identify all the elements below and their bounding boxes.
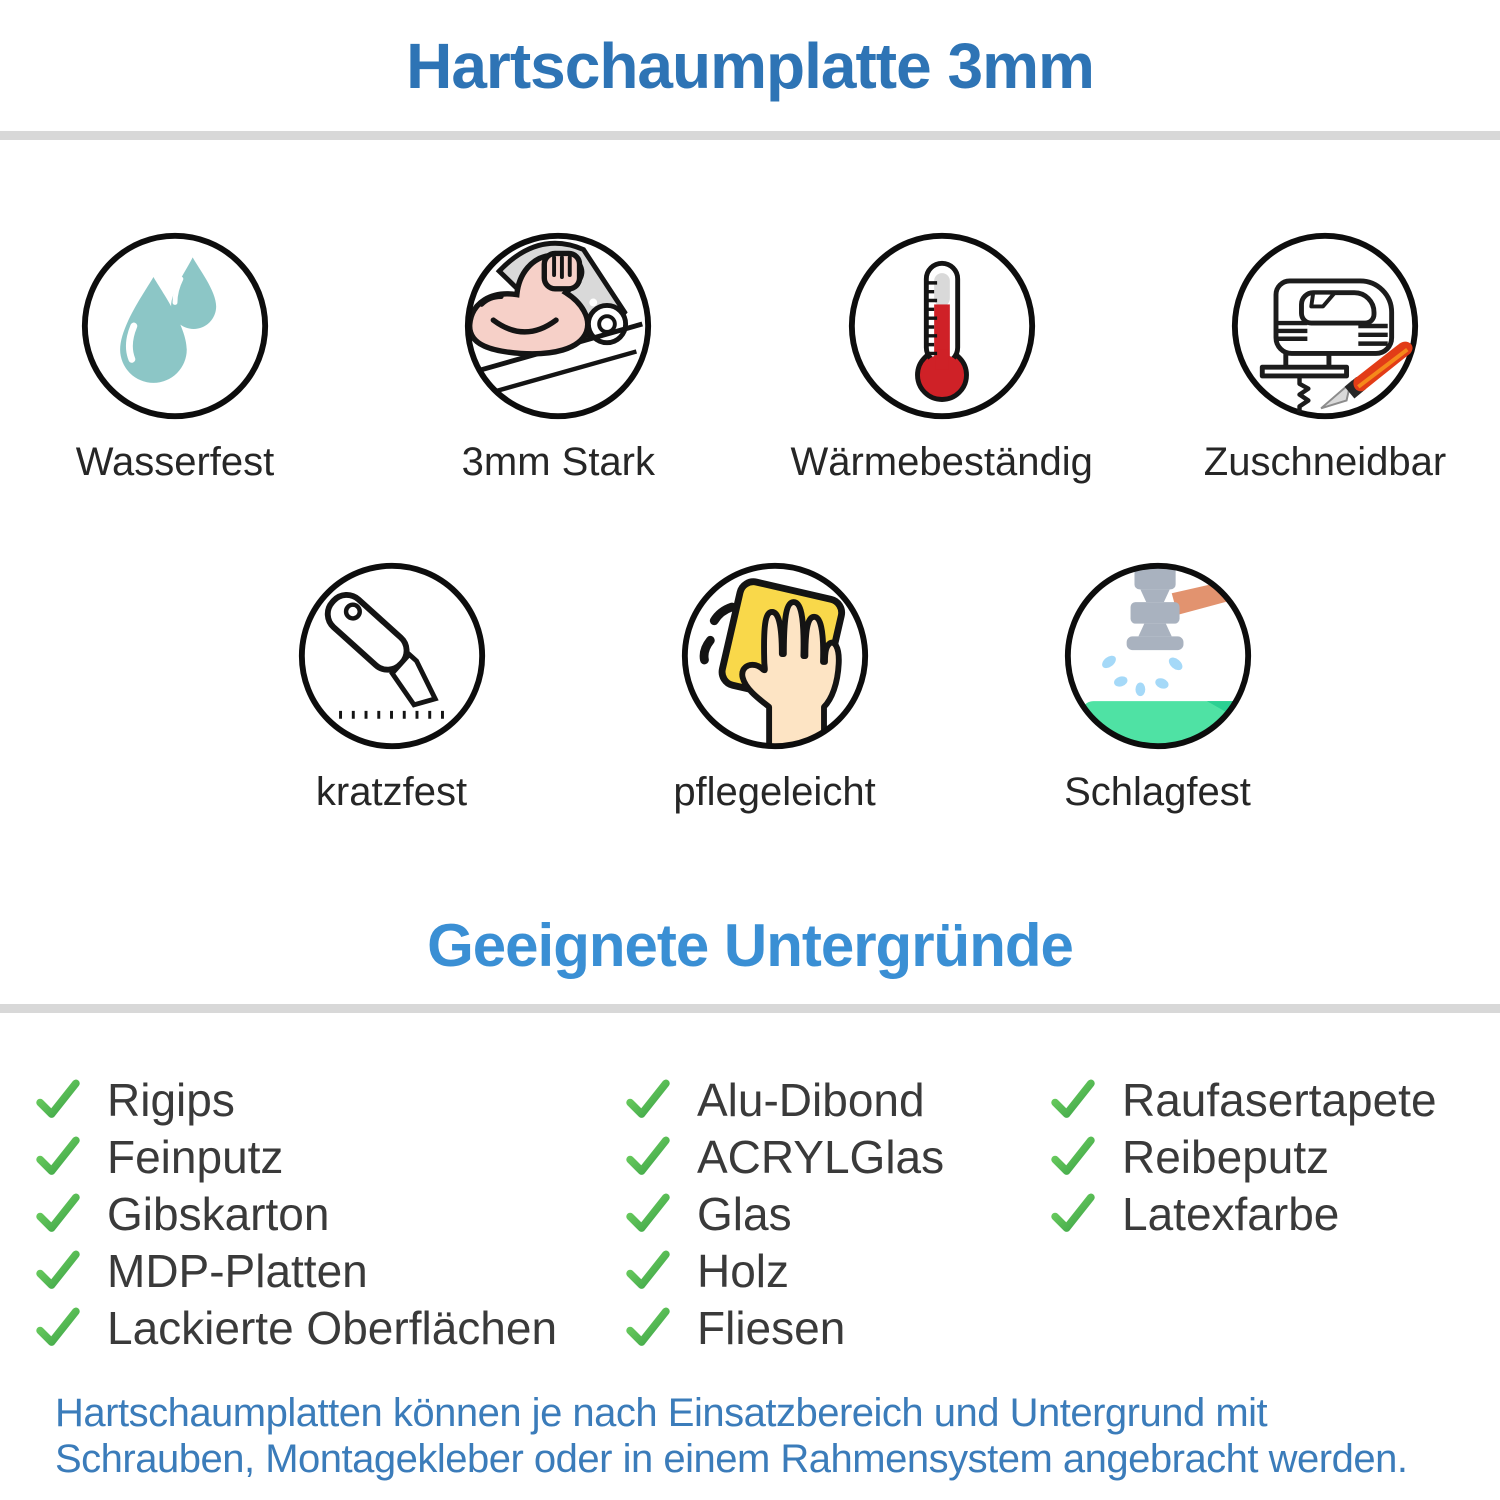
substrates-column-1 — [0, 1071, 590, 1356]
substrate-item — [35, 1128, 590, 1185]
hammer-impact-icon — [1060, 558, 1256, 754]
water-drops-icon — [77, 228, 273, 424]
substrates-title: Geeignete Untergründe — [427, 911, 1073, 979]
feature-label: Wasserfest — [75, 440, 275, 484]
substrate-item — [625, 1071, 1015, 1128]
footer-line-1: Hartschaumplatten können je nach Einsatzbereich und Untergrund mit — [55, 1391, 1268, 1435]
substrate-label: Gibskarton — [107, 1187, 330, 1240]
thermometer-icon — [844, 228, 1040, 424]
check-icon — [625, 1305, 671, 1351]
page-title: Hartschaumplatte 3mm — [406, 29, 1094, 102]
substrates-column-3 — [1015, 1071, 1437, 1356]
check-icon — [35, 1248, 81, 1294]
check-icon — [625, 1134, 671, 1180]
substrate-label: Glas — [697, 1187, 792, 1240]
feature-wasserfest — [0, 228, 350, 486]
feature-kratzfest — [200, 558, 583, 816]
feature-pflegeleicht — [583, 558, 966, 816]
utility-knife-icon — [294, 558, 490, 754]
feature-row-2 — [200, 558, 1500, 816]
check-icon — [35, 1134, 81, 1180]
substrate-label: Feinputz — [107, 1130, 284, 1183]
substrates-columns — [0, 1071, 1500, 1356]
feature-label: Zuschneidbar — [1203, 440, 1447, 484]
check-icon — [35, 1191, 81, 1237]
substrate-item — [1050, 1071, 1437, 1128]
jigsaw-cutter-icon — [1227, 228, 1423, 424]
substrate-item — [625, 1128, 1015, 1185]
feature-3mm-stark — [383, 228, 733, 486]
feature-label: 3mm Stark — [461, 440, 655, 484]
feature-label: pflegeleicht — [673, 770, 876, 814]
feature-label: kratzfest — [315, 770, 468, 814]
substrate-item — [35, 1242, 590, 1299]
feature-zuschneidbar — [1150, 228, 1500, 486]
substrate-item — [35, 1299, 590, 1356]
muscle-arm-roll-icon — [460, 228, 656, 424]
feature-label: Schlagfest — [1064, 770, 1251, 814]
substrate-label: ACRYLGlas — [697, 1130, 945, 1183]
page-header — [0, 0, 1500, 131]
divider-top — [0, 131, 1500, 140]
substrate-item — [35, 1185, 590, 1242]
check-icon — [1050, 1191, 1096, 1237]
feature-label: Wärmebeständig — [790, 440, 1093, 484]
substrate-label: Alu-Dibond — [697, 1073, 925, 1126]
substrate-item — [1050, 1128, 1437, 1185]
substrate-label: MDP-Platten — [107, 1244, 368, 1297]
divider-middle — [0, 1004, 1500, 1013]
feature-schlagfest — [966, 558, 1349, 816]
substrate-item — [625, 1242, 1015, 1299]
check-icon — [1050, 1077, 1096, 1123]
substrate-label: Lackierte Oberflächen — [107, 1301, 558, 1354]
check-icon — [1050, 1134, 1096, 1180]
substrate-label: Raufasertapete — [1122, 1073, 1437, 1126]
footer-line-2: Schrauben, Montagekleber oder in einem Rahmensystem angebracht werden. — [55, 1437, 1408, 1481]
substrate-item — [35, 1071, 590, 1128]
substrate-label: Reibeputz — [1122, 1130, 1330, 1183]
substrate-label: Latexfarbe — [1122, 1187, 1340, 1240]
check-icon — [625, 1191, 671, 1237]
substrates-column-2 — [590, 1071, 1015, 1356]
substrate-label: Fliesen — [697, 1301, 846, 1354]
check-icon — [625, 1077, 671, 1123]
check-icon — [35, 1305, 81, 1351]
substrates-header — [0, 886, 1500, 1004]
footer-note — [0, 1390, 1500, 1482]
feature-waermebestaendig — [767, 228, 1117, 486]
substrate-item — [625, 1299, 1015, 1356]
substrate-label: Holz — [697, 1244, 790, 1297]
check-icon — [35, 1077, 81, 1123]
check-icon — [625, 1248, 671, 1294]
substrate-label: Rigips — [107, 1073, 235, 1126]
substrate-item — [625, 1185, 1015, 1242]
cleaning-hand-icon — [677, 558, 873, 754]
feature-row-1 — [0, 228, 1500, 486]
substrate-item — [1050, 1185, 1437, 1242]
